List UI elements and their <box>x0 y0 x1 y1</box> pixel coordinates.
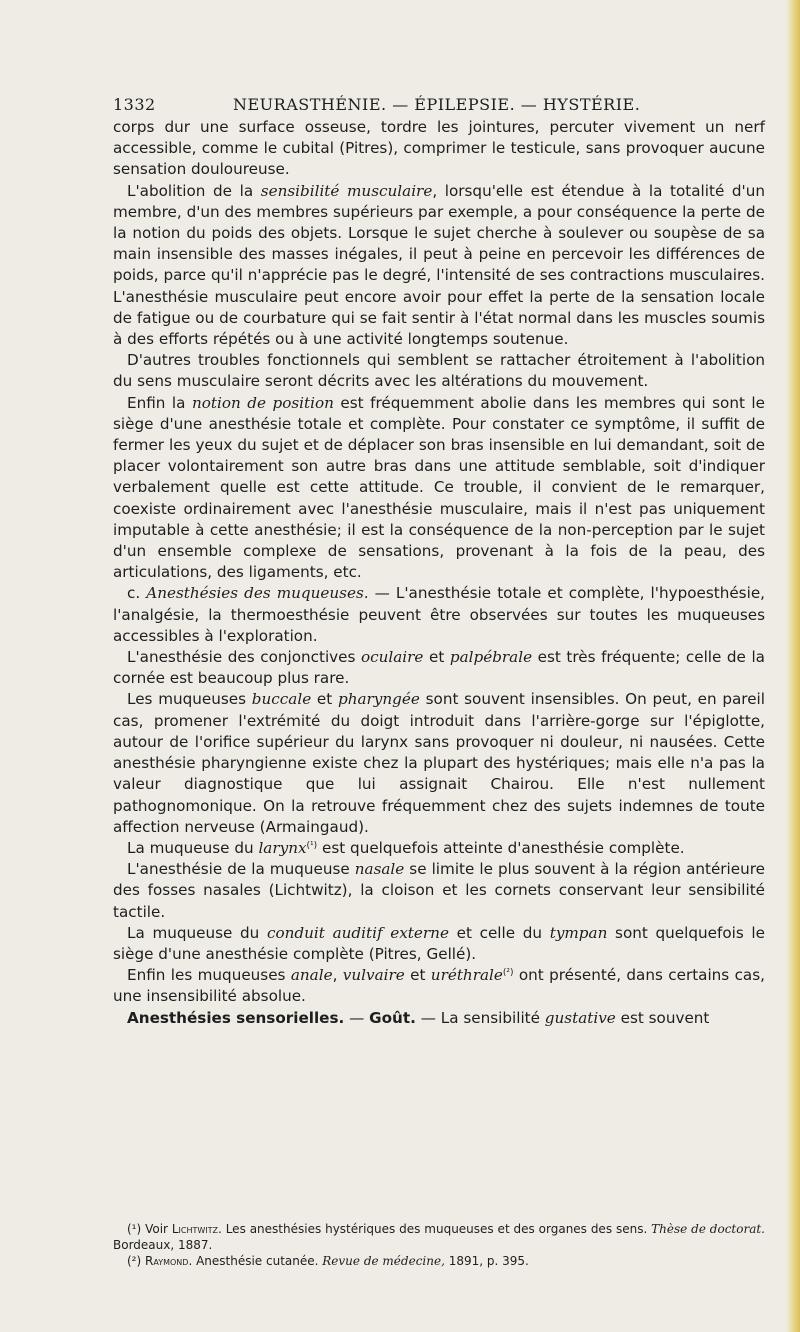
paragraph-8: La muqueuse du larynx$^{(^1)}$ est quelquefois atteinte d'anesthésie complète. <box>127 838 685 857</box>
subheading-gout: Goût. <box>369 1008 416 1027</box>
paragraph-10: La muqueuse du conduit auditif externe et celle du tympan sont quelquefois le siège d'une anesthésie complète (Pitres, Gellé). <box>113 923 765 963</box>
page-number: 1332 <box>113 95 156 114</box>
section-heading-muqueuses: Anesthésies des muqueuses. <box>146 584 369 603</box>
footnote-1: (¹) Voir Lichtwitz. Les anesthésies hystériques des muqueuses et des organes des sens. Thèse de doctorat. Bordeaux, 1887. <box>113 1222 765 1252</box>
footnote-2: (²) Raymond. Anesthésie cutanée. Revue de médecine, 1891, p. 395. <box>127 1254 529 1268</box>
section-heading-sensorielles: Anesthésies sensorielles. <box>127 1008 345 1027</box>
paragraph-9: L'anesthésie de la muqueuse nasale se limite le plus souvent à la région antérieure des fosses nasales (Lichtwitz), la cloison et les cornets conservant leur sensibilité tactile. <box>113 860 765 921</box>
body-text <box>113 117 765 1029</box>
paragraph-2: L'abolition de la sensibilité musculaire, lorsqu'elle est étendue à la totalité d'un membre, d'un des membres supérieurs par exemple, a pour conséquence la perte de la notion du poids des objets. Lorsque le sujet cherche à soulever ou soupèse de sa main insensible des masses inégales, il peut à peine en percevoir les différences de poids, parce qu'il n'apprécie pas le degré, l'intensité de ses contractions musculaires. L'anesthésie musculaire peut encore avoir pour effet la perte de la sensation locale de fatigue ou de courbature qui se fait sentir à l'état normal dans les muscles soumis à des efforts répétés ou à une activité longtemps soutenue. <box>113 181 765 349</box>
page-edge <box>786 0 800 1332</box>
paragraph-12: Anesthésies sensorielles. — Goût. — La sensibilité gustative est souvent <box>127 1008 710 1027</box>
paragraph-3: D'autres troubles fonctionnels qui semblent se rattacher étroitement à l'abolition du sens musculaire seront décrits avec les altérations du mouvement. <box>113 351 765 391</box>
term-notion-de-position: notion de position <box>191 393 334 412</box>
footnote-ref-2: (²) <box>502 968 514 979</box>
paragraph-7: Les muqueuses buccale et pharyngée sont souvent insensibles. On peut, en pareil cas, promener l'extrémité du doigt introduit dans l'arrière-gorge sur l'épiglotte, autour de l'orifice supérieur du larynx sans provoquer ni douleur, ni nausées. Cette anesthésie pharyngienne existe chez la plupart des hystériques; mais elle n'a pas la valeur diagnostique que lui assignait Chairou. Elle n'est nullement pathognomonique. On la retrouve fréquemment chez des sujets indemnes de toute affection nerveuse (Armaingaud). <box>113 690 765 836</box>
running-title: NEURASTHÉNIE. — ÉPILEPSIE. — HYSTÉRIE. <box>233 95 641 114</box>
footnote-ref-1: (¹) <box>306 840 318 851</box>
paragraph-1: corps dur une surface osseuse, tordre les jointures, percuter vivement un nerf accessible, comme le cubital (Pitres), comprimer le testicule, sans provoquer aucune sensation douloureuse. <box>113 118 765 179</box>
term-sensibilite-musculaire: sensibilité musculaire <box>260 181 433 200</box>
paragraph-4: Enfin la notion de position est fréquemment abolie dans les membres qui sont le siège d'une anesthésie totale et complète. Pour constater ce symptôme, il suffit de fermer les yeux du sujet et de déplacer son bras insensible en lui demandant, soit de placer volontairement son autre bras dans une attitude semblable, soit d'indiquer verbalement quelle est cette attitude. Ce trouble, il convient de le remarquer, coexiste ordinairement avec l'anesthésie musculaire, mais il n'est pas uniquement imputable à cette anesthésie; il est la conséquence de la non-perception par le sujet d'un ensemble complexe de sensations, provenant à la fois de la peau, des articulations, des ligaments, etc. <box>113 393 765 582</box>
page-header <box>113 95 765 117</box>
paragraph-5: c. Anesthésies des muqueuses. — L'anesthésie totale et complète, l'hypoesthésie, l'analgésie, la thermoesthésie peuvent être observées sur toutes les muqueuses accessibles à l'exploration. <box>113 584 765 645</box>
paragraph-11: Enfin les muqueuses anale, vulvaire et uréthrale$^{(^2)}$ ont présenté, dans certains cas, une insensibilité absolue. <box>113 966 765 1006</box>
footnotes <box>113 1221 765 1269</box>
paragraph-6: L'anesthésie des conjonctives oculaire et palpébrale est très fréquente; celle de la cornée est beaucoup plus rare. <box>113 648 765 688</box>
